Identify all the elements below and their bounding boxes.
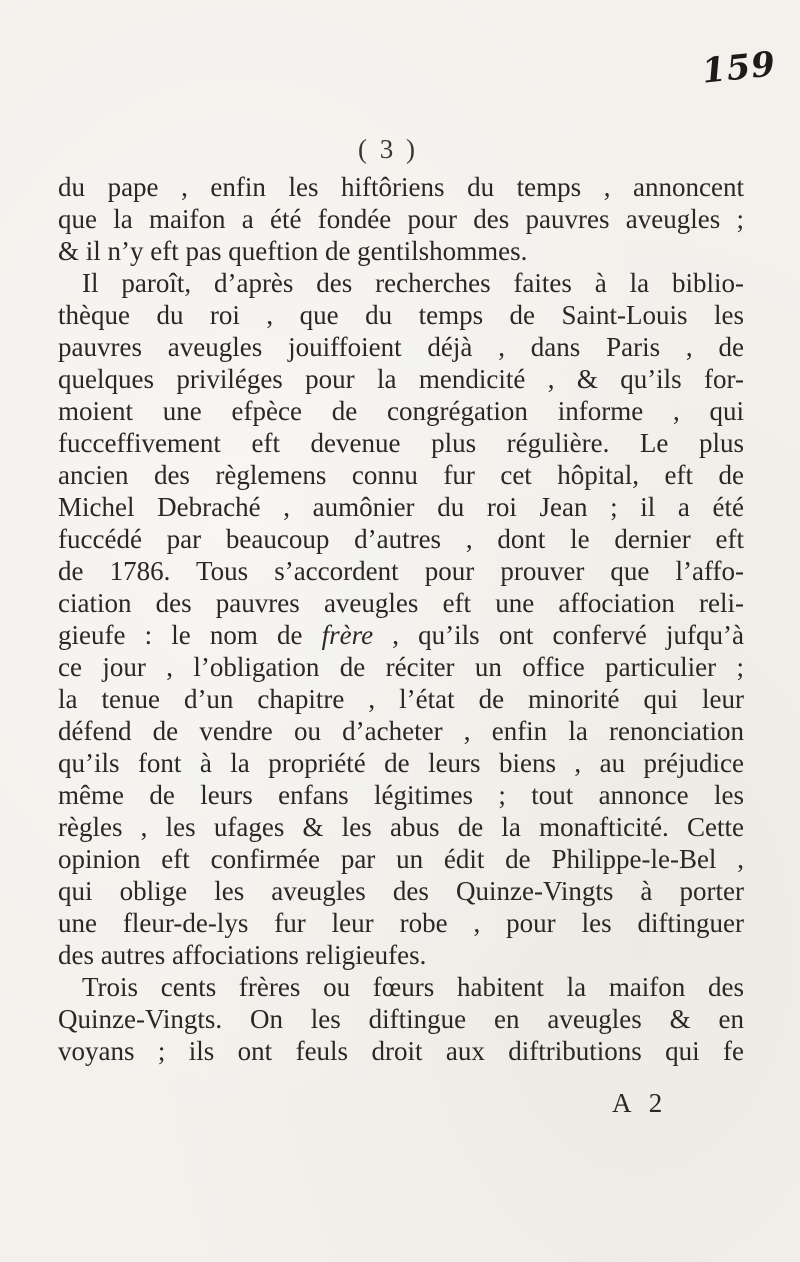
text-line: Trois cents frères ou fœurs habitent la maifon des xyxy=(82,972,744,1002)
italic-word: frère xyxy=(321,620,374,650)
text-line: pauvres aveugles jouiffoient déjà , dans Paris , de xyxy=(58,332,744,362)
text-line: de 1786. Tous s’accordent pour prouver que l’affo- xyxy=(58,556,744,586)
text-line: voyans ; ils ont feuls droit aux diftributions qui fe xyxy=(58,1036,744,1066)
text-line: & il n’y eft pas queftion de gentilshommes. xyxy=(58,236,528,266)
page-number: ( 3 ) xyxy=(358,134,418,164)
text-line: fuccédé par beaucoup d’autres , dont le dernier eft xyxy=(58,524,744,554)
text-line: qui oblige les aveugles des Quinze-Vingts à porter xyxy=(58,876,744,906)
text-line: une fleur-de-lys fur leur robe , pour les diftinguer xyxy=(58,908,744,938)
text-line: Michel Debraché , aumônier du roi Jean ; il a été xyxy=(58,492,744,522)
text-line: ciation des pauvres aveugles eft une affociation reli- xyxy=(58,588,744,618)
text-line: la tenue d’un chapitre , l’état de minorité qui leur xyxy=(58,684,744,714)
text-line: thèque du roi , que du temps de Saint-Louis les xyxy=(58,300,744,330)
text-line: défend de vendre ou d’acheter , enfin la renonciation xyxy=(58,716,744,746)
body-text xyxy=(58,171,744,1067)
text-line: ancien des règlemens connu fur cet hôpital, eft de xyxy=(58,460,744,490)
text-line: fucceffivement eft devenue plus régulière. Le plus xyxy=(58,428,744,458)
handwritten-folio-mark: 159 xyxy=(700,44,778,92)
text-line: quelques priviléges pour la mendicité , & qu’ils for- xyxy=(58,364,744,394)
text-line: moient une efpèce de congrégation informe , qui xyxy=(58,396,744,426)
text-line: règles , les ufages & les abus de la monafticité. Cette xyxy=(58,812,744,842)
text-line: qu’ils font à la propriété de leurs biens , au préjudice xyxy=(58,748,744,778)
text-line: même de leurs enfans légitimes ; tout annonce les xyxy=(58,780,744,810)
text-line: gieufe : le nom de frère , qu’ils ont confervé jufqu’à xyxy=(58,620,745,650)
signature-mark: A 2 xyxy=(612,1088,669,1118)
text-line: du pape , enfin les hiftôriens du temps , annoncent xyxy=(58,172,744,202)
text-line: des autres affociations religieufes. xyxy=(58,940,427,970)
text-line: que la maifon a été fondée pour des pauvres aveugles ; xyxy=(58,204,744,234)
text-line: Il paroît, d’après des recherches faites à la biblio- xyxy=(82,268,744,298)
text-line: opinion eft confirmée par un édit de Philippe-le-Bel , xyxy=(58,844,744,874)
text-line: ce jour , l’obligation de réciter un office particulier ; xyxy=(58,652,744,682)
text-line: Quinze-Vingts. On les diftingue en aveugles & en xyxy=(58,1004,744,1034)
